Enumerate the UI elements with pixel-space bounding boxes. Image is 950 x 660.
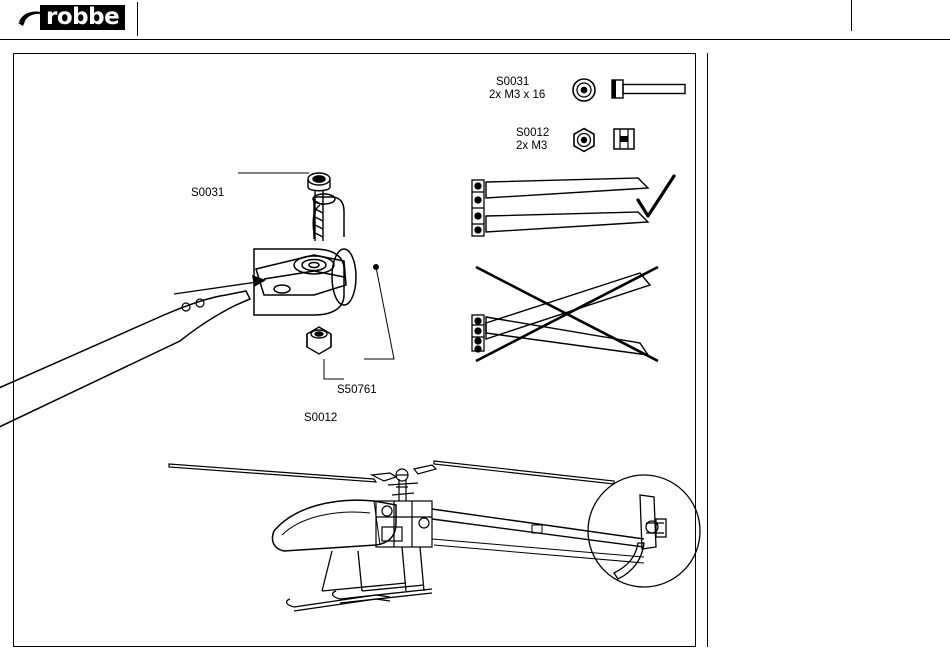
figure-frame — [13, 53, 696, 647]
page-side-column — [707, 53, 936, 647]
incorrect-blade-orientation — [462, 259, 687, 369]
helicopter-side-view — [144, 439, 689, 634]
blades-incorrect-illustration — [462, 259, 687, 369]
washer-icon — [569, 75, 599, 105]
brand-logo — [18, 2, 138, 36]
page-header — [0, 0, 950, 40]
rotor-head-illustration — [14, 109, 454, 449]
part-number-1: S0012 — [516, 127, 550, 139]
nut-side-icon — [611, 126, 639, 154]
callout-label-s0031: S0031 — [191, 187, 225, 199]
part-qty-1: 2x M3 — [516, 140, 548, 152]
brand-logo-text: robbe — [40, 5, 125, 30]
rotor-head-exploded-view — [14, 109, 454, 449]
part-number-0: S0031 — [496, 76, 530, 88]
part-qty-0: 2x M3 x 16 — [489, 89, 546, 101]
callout-label-s50761: S50761 — [337, 384, 377, 396]
helicopter-overview-illustration — [144, 439, 689, 634]
blades-correct-illustration — [462, 172, 687, 267]
callout-label-s0012: S0012 — [304, 412, 338, 424]
parts-list — [479, 69, 689, 169]
tail-rotor-detail-circle — [588, 475, 700, 587]
header-divider — [851, 0, 852, 31]
screw-icon — [611, 78, 689, 100]
correct-blade-orientation — [462, 172, 687, 267]
nut-top-icon — [569, 125, 599, 155]
